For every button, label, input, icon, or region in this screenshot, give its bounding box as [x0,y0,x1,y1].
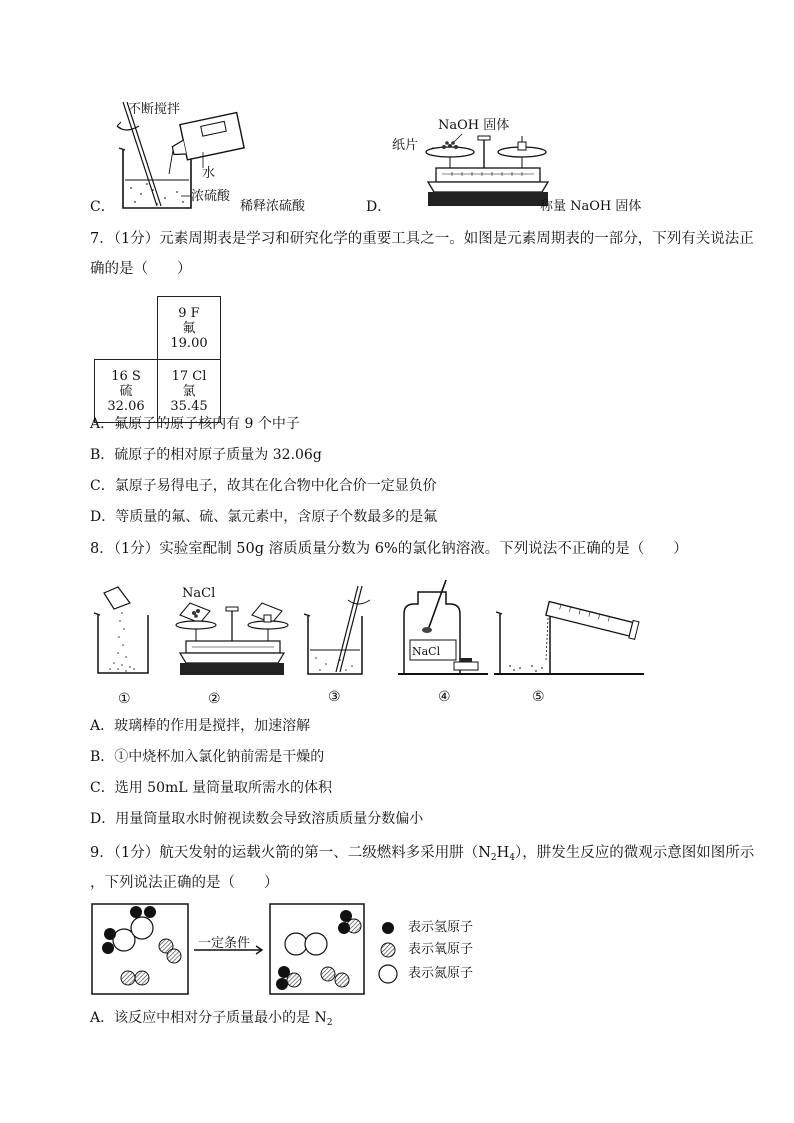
q7-option-b: B．硫原子的相对原子质量为 32.06g [90,447,322,463]
element-cell-s: 16 S 硫 32.06 [95,360,158,423]
bottle-label: NaCl [412,645,441,658]
legend-oxygen: 表示氧原子 [408,942,474,957]
stir-label: 不断搅拌 [128,102,181,117]
step-label-3: ③ [328,689,341,705]
step-label-4: ④ [438,689,451,705]
nacl-label: NaCl [182,586,216,601]
step-label-1: ① [118,691,131,707]
element-cell-f: 9 F 氟 19.00 [158,297,221,360]
option-c-q6: C． [90,199,115,215]
water-label: 水 [202,166,216,181]
q8-option-a: A．玻璃棒的作用是搅拌，加速溶解 [90,718,311,734]
q9-stem-line1: 9．（1分）航天发射的运载火箭的第一、二级燃料多采用肼$(N_2H_4)$，肼发生反应的微观示意图如图所示 [90,845,755,863]
figure-step-5 [494,600,644,680]
step-label-5: ⑤ [532,689,545,705]
figure-step-1 [90,585,160,680]
q7-option-d: D．等质量的氟、硫、氯元素中，含原子个数最多的是氟 [90,509,438,525]
q7-option-c: C．氯原子易得电子，故其在化合物中化合价一定显负价 [90,478,437,494]
acid-label: 浓硫酸 [191,189,231,204]
figure-step-4 [398,578,488,680]
q7-stem-line1: 7．（1分）元素周期表是学习和研究化学的重要工具之一。如图是元素周期表的一部分，下列有关说法正 [90,231,754,247]
figure-step-3 [300,582,370,680]
caption-weigh-naoh: 称量 NaOH 固体 [540,199,642,214]
legend-nitrogen: 表示氮原子 [408,966,474,981]
q9-stem-line2: ，下列说法正确的是（ ） [90,875,279,891]
q8-option-c: C．选用 50mL 量筒量取所需水的体积 [90,780,332,796]
option-d-q6: D． [366,199,392,215]
caption-dilute-acid: 稀释浓硫酸 [240,199,306,214]
element-cell-cl: 17 Cl 氯 35.45 [158,360,221,423]
q8-option-d: D．用量筒量取水时俯视读数会导致溶质质量分数偏小 [90,811,424,827]
naoh-solid-label: NaOH 固体 [438,118,510,133]
periodic-table-fragment [94,296,221,423]
q7-option-a: A．氟原子的原子核内有 9 个中子 [90,416,300,432]
q9-option-a: A．该反应中相对分子质量最小的是 $N_2$ [90,1010,333,1028]
reaction-condition: 一定条件 [198,936,251,951]
q7-stem-line2: 确的是（ ） [90,261,192,277]
q8-stem: 8．（1分）实验室配制 50g 溶质质量分数为 6%的氯化钠溶液。下列说法不正确的是（ ） [90,541,688,557]
paper-label: 纸片 [392,138,419,153]
step-label-2: ② [208,691,221,707]
legend-hydrogen: 表示氢原子 [408,920,474,935]
q8-option-b: B．①中烧杯加入氯化钠前需是干燥的 [90,749,325,765]
